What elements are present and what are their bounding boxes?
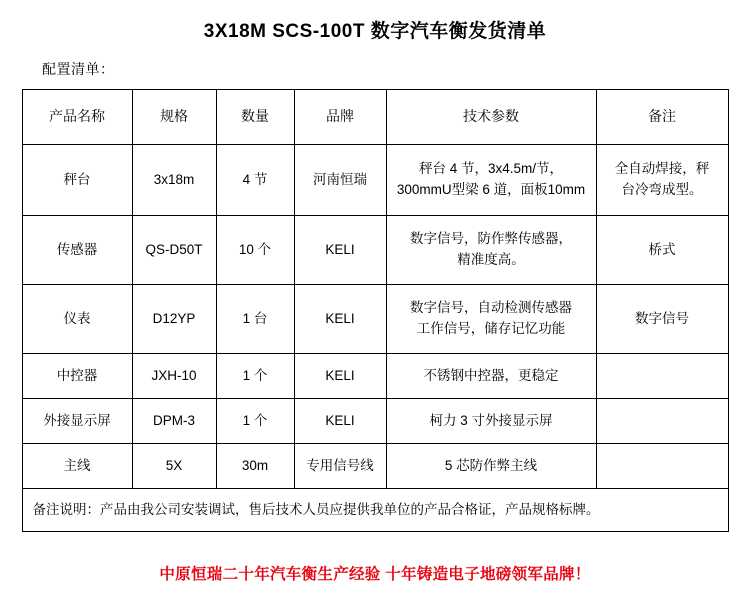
table-row [22, 354, 728, 399]
column-header-name: 产品名称 [22, 90, 132, 145]
table-row [22, 145, 728, 216]
cell-brand: KELI [294, 354, 386, 399]
cell-spec: 5X [132, 444, 216, 489]
cell-tech: 不锈钢中控器，更稳定 [386, 354, 596, 399]
page-title: 3X18M SCS-100T 数字汽车衡发货清单 [203, 21, 547, 42]
cell-brand: 河南恒瑞 [294, 145, 386, 216]
column-header-brand: 品牌 [294, 90, 386, 145]
table-footer-row [22, 489, 728, 532]
cell-tech [386, 285, 596, 354]
table-row [22, 216, 728, 285]
cell-tech-line-2: 300mmU型梁 6 道，面板10mm [396, 182, 586, 197]
cell-tech [386, 145, 596, 216]
config-list-label: 配置清单： [42, 61, 115, 77]
column-header-tech: 技术参数 [386, 90, 596, 145]
cell-note-line-2: 台冷弯成型。 [621, 182, 703, 197]
cell-qty: 1 个 [216, 354, 294, 399]
cell-tech-line-1: 数字信号，防作弊传感器， [410, 231, 572, 247]
cell-qty: 10 个 [216, 216, 294, 285]
cell-qty: 1 台 [216, 285, 294, 354]
cell-spec: QS-D50T [132, 216, 216, 285]
cell-note [596, 444, 728, 489]
cell-note [596, 145, 728, 216]
table-header-row [22, 90, 728, 145]
table-row [22, 444, 728, 489]
cell-product-name: 秤台 [22, 145, 132, 216]
promo-banner: 中原恒瑞二十年汽车衡生产经验 十年铸造电子地磅领军品牌！ [159, 566, 591, 583]
cell-note [596, 399, 728, 444]
column-header-qty: 数量 [216, 90, 294, 145]
cell-product-name: 主线 [22, 444, 132, 489]
cell-brand: KELI [294, 285, 386, 354]
cell-qty: 1 个 [216, 399, 294, 444]
cell-spec: D12YP [132, 285, 216, 354]
cell-tech-line-2: 工作信号，储存记忆功能 [416, 321, 566, 336]
cell-note: 数字信号 [596, 285, 728, 354]
cell-brand: KELI [294, 399, 386, 444]
cell-tech-line-1: 秤台 4 节，3x4.5m/节， [418, 161, 564, 177]
specification-table [22, 89, 729, 532]
cell-product-name: 仪表 [22, 285, 132, 354]
table-row [22, 285, 728, 354]
cell-spec: JXH-10 [132, 354, 216, 399]
cell-tech-line-2: 精准度高。 [457, 252, 525, 267]
cell-product-name: 外接显示屏 [22, 399, 132, 444]
column-header-spec: 规格 [132, 90, 216, 145]
cell-note: 桥式 [596, 216, 728, 285]
cell-tech: 5 芯防作弊主线 [386, 444, 596, 489]
cell-brand: 专用信号线 [294, 444, 386, 489]
cell-qty: 30m [216, 444, 294, 489]
cell-spec: 3x18m [132, 145, 216, 216]
cell-product-name: 中控器 [22, 354, 132, 399]
cell-tech-line-1: 数字信号，自动检测传感器 [410, 300, 572, 316]
cell-product-name: 传感器 [22, 216, 132, 285]
cell-note [596, 354, 728, 399]
footer-note: 备注说明：产品由我公司安装调试，售后技术人员应提供我单位的产品合格证，产品规格标牌。 [22, 489, 728, 532]
cell-qty: 4 节 [216, 145, 294, 216]
cell-tech [386, 216, 596, 285]
cell-tech: 柯力 3 寸外接显示屏 [386, 399, 596, 444]
cell-brand: KELI [294, 216, 386, 285]
cell-spec: DPM-3 [132, 399, 216, 444]
table-row [22, 399, 728, 444]
column-header-note: 备注 [596, 90, 728, 145]
cell-note-line-1: 全自动焊接，秤 [614, 161, 710, 177]
